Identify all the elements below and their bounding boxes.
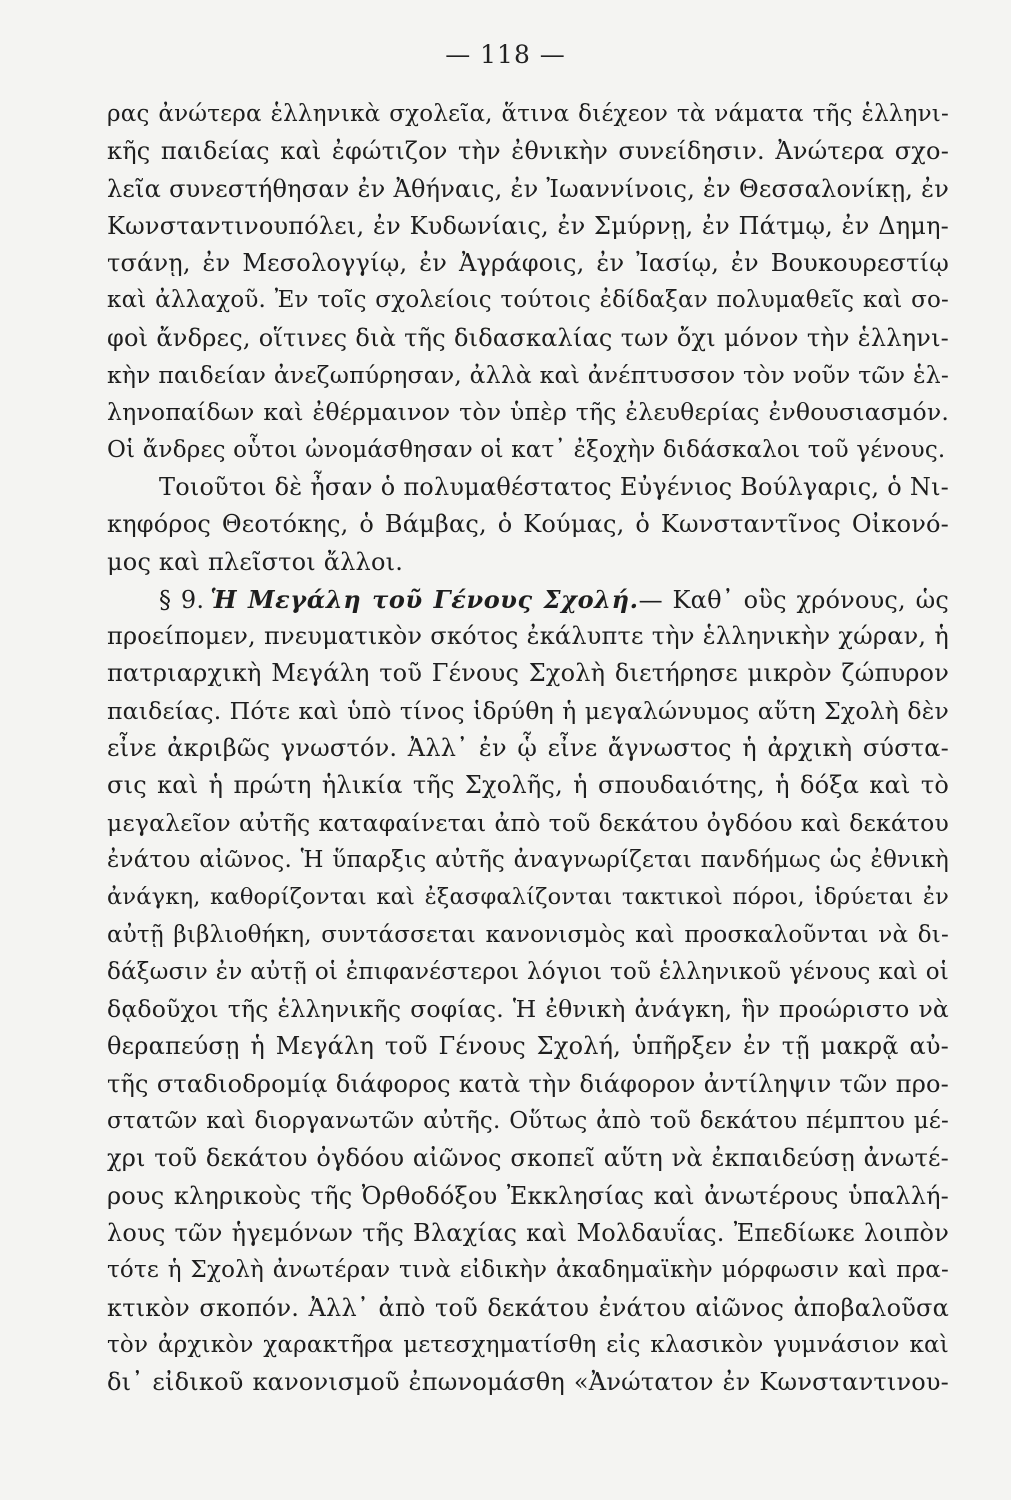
text-line: σις καὶ ἡ πρώτη ἡλικία τῆς Σχολῆς, ἡ σπουδαιότης, ἡ δόξα καὶ τὸ	[107, 771, 949, 800]
text-line: Οἱ ἄνδρες οὗτοι ὠνομάσθησαν οἱ κατ᾽ ἐξοχὴν διδάσκαλοι τοῦ γένους.	[107, 436, 946, 463]
text-line: τὸν ἀρχικὸν χαρακτῆρα μετεσχηματίσθη εἰς κλασικὸν γυμνάσιον καὶ	[107, 1331, 949, 1358]
text-line: τῆς σταδιοδρομίᾳ διάφορος κατὰ τὴν διάφορον ἀντίληψιν τῶν προ-	[107, 1069, 949, 1098]
text-line: κτικὸν σκοπόν. Ἀλλ᾽ ἀπὸ τοῦ δεκάτου ἐνάτου αἰῶνος ἀποβαλοῦσα	[107, 1293, 949, 1322]
text-line: λους τῶν ἡγεμόνων τῆς Βλαχίας καὶ Μολδαυΐας. Ἐπεδίωκε λοιπὸν	[107, 1218, 949, 1247]
text-line: μος καὶ πλεῖστοι ἄλλοι.	[107, 547, 404, 576]
text-line: Κωνσταντινουπόλει, ἐν Κυδωνίαις, ἐν Σμύρνῃ, ἐν Πάτμῳ, ἐν Δημη-	[107, 211, 949, 240]
page-number: — 118 —	[445, 40, 566, 69]
text-line: δᾳδοῦχοι τῆς ἑλληνικῆς σοφίας. Ἡ ἐθνικὴ ἀνάγκη, ἣν προώριστο νὰ	[107, 995, 949, 1024]
text-line: στατῶν καὶ διοργανωτῶν αὐτῆς. Οὕτως ἀπὸ τοῦ δεκάτου πέμπτου μέ-	[107, 1108, 949, 1135]
text-line: ρους κληρικοὺς τῆς Ὀρθοδόξου Ἐκκλησίας καὶ ἀνωτέρους ὑπαλλή-	[107, 1181, 949, 1210]
text-line: δάξωσιν ἐν αὐτῇ οἱ ἐπιφανέστεροι λόγιοι τοῦ ἑλληνικοῦ γένους καὶ οἱ	[107, 958, 949, 985]
text-line: δι᾽ εἰδικοῦ κανονισμοῦ ἐπωνομάσθη «Ἀνώτατον ἐν Κωνσταντινου-	[107, 1368, 949, 1397]
section-number: § 9.	[159, 585, 205, 614]
text-line: θεραπεύσῃ ἡ Μεγάλη τοῦ Γένους Σχολή, ὑπῆρξεν ἐν τῇ μακρᾷ αὐ-	[107, 1032, 949, 1061]
text-line: αὐτῇ βιβλιοθήκη, συντάσσεται κανονισμὸς καὶ προσκαλοῦνται νὰ δι-	[107, 921, 949, 948]
text-line: κηφόρος Θεοτόκης, ὁ Βάμβας, ὁ Κούμας, ὁ Κωνσταντῖνος Οἰκονό-	[107, 510, 949, 539]
text-line: πατριαρχικὴ Μεγάλη τοῦ Γένους Σχολὴ διετήρησε μικρὸν ζώπυρον	[107, 659, 949, 688]
text-line: ρας ἀνώτερα ἑλληνικὰ σχολεῖα, ἅτινα διέχεον τὰ νάματα τῆς ἑλληνι-	[107, 101, 949, 127]
text-line: τότε ἡ Σχολὴ ἀνωτέραν τινὰ εἰδικὴν ἀκαδημαϊκὴν μόρφωσιν καὶ πρα-	[107, 1257, 949, 1284]
text-line: φοὶ ἄνδρες, οἵτινες διὰ τῆς διδασκαλίας των ὄχι μόνον τὴν ἑλληνι-	[107, 323, 949, 352]
text-line: ληνοπαίδων καὶ ἐθέρμαινον τὸν ὑπὲρ τῆς ἐλευθερίας ἐνθουσιασμόν.	[107, 398, 949, 427]
text-line: ἐνάτου αἰῶνος. Ἡ ὕπαρξις αὐτῆς ἀναγνωρίζεται πανδήμως ὡς ἐθνικὴ	[107, 846, 949, 873]
section-title: Ἡ Μεγάλη τοῦ Γένους Σχολή.	[210, 584, 639, 614]
text-line: κὴν παιδείαν ἀνεζωπύρησαν, ἀλλὰ καὶ ἀνέπτυσσον τὸν νοῦν τῶν ἑλ-	[107, 361, 949, 390]
text-line: παιδείας. Πότε καὶ ὑπὸ τίνος ἱδρύθη ἡ μεγαλώνυμος αὕτη Σχολὴ δὲν	[107, 696, 949, 725]
text-line: χρι τοῦ δεκάτου ὀγδόου αἰῶνος σκοπεῖ αὕτη νὰ ἐκπαιδεύσῃ ἀνωτέ-	[107, 1144, 949, 1173]
text-line: κῆς παιδείας καὶ ἐφώτιζον τὴν ἐθνικὴν συνείδησιν. Ἀνώτερα σχο-	[107, 137, 949, 166]
body-text	[107, 96, 949, 1401]
text-line: τσάνῃ, ἐν Μεσολογγίῳ, ἐν Ἀγράφοις, ἐν Ἰασίῳ, ἐν Βουκουρεστίῳ	[107, 249, 949, 278]
text-line: λεῖα συνεστήθησαν ἐν Ἀθήναις, ἐν Ἰωαννίνοις, ἐν Θεσσαλονίκῃ, ἐν	[107, 174, 949, 203]
text-line-fragment: — Καθ᾽ οὓς χρόνους, ὡς	[638, 585, 950, 614]
text-line: μεγαλεῖον αὐτῆς καταφαίνεται ἀπὸ τοῦ δεκάτου ὀγδόου καὶ δεκάτου	[107, 808, 949, 837]
text-line: ἀνάγκη, καθορίζονται καὶ ἐξασφαλίζονται τακτικοὶ πόροι, ἱδρύεται ἐν	[107, 884, 949, 911]
text-line: καὶ ἀλλαχοῦ. Ἐν τοῖς σχολείοις τούτοις ἐδίδαξαν πολυμαθεῖς καὶ σο-	[107, 287, 949, 314]
text-line: Τοιοῦτοι δὲ ἦσαν ὁ πολυμαθέστατος Εὐγένιος Βούλγαρις, ὁ Νι-	[159, 472, 949, 501]
text-line: εἶνε ἀκριβῶς γνωστόν. Ἀλλ᾽ ἐν ᾧ εἶνε ἄγνωστος ἡ ἀρχικὴ σύστα-	[107, 734, 949, 763]
text-line: προείπομεν, πνευματικὸν σκότος ἐκάλυπτε τὴν ἑλληνικὴν χώραν, ἡ	[107, 622, 949, 651]
section-heading-line	[107, 581, 949, 618]
